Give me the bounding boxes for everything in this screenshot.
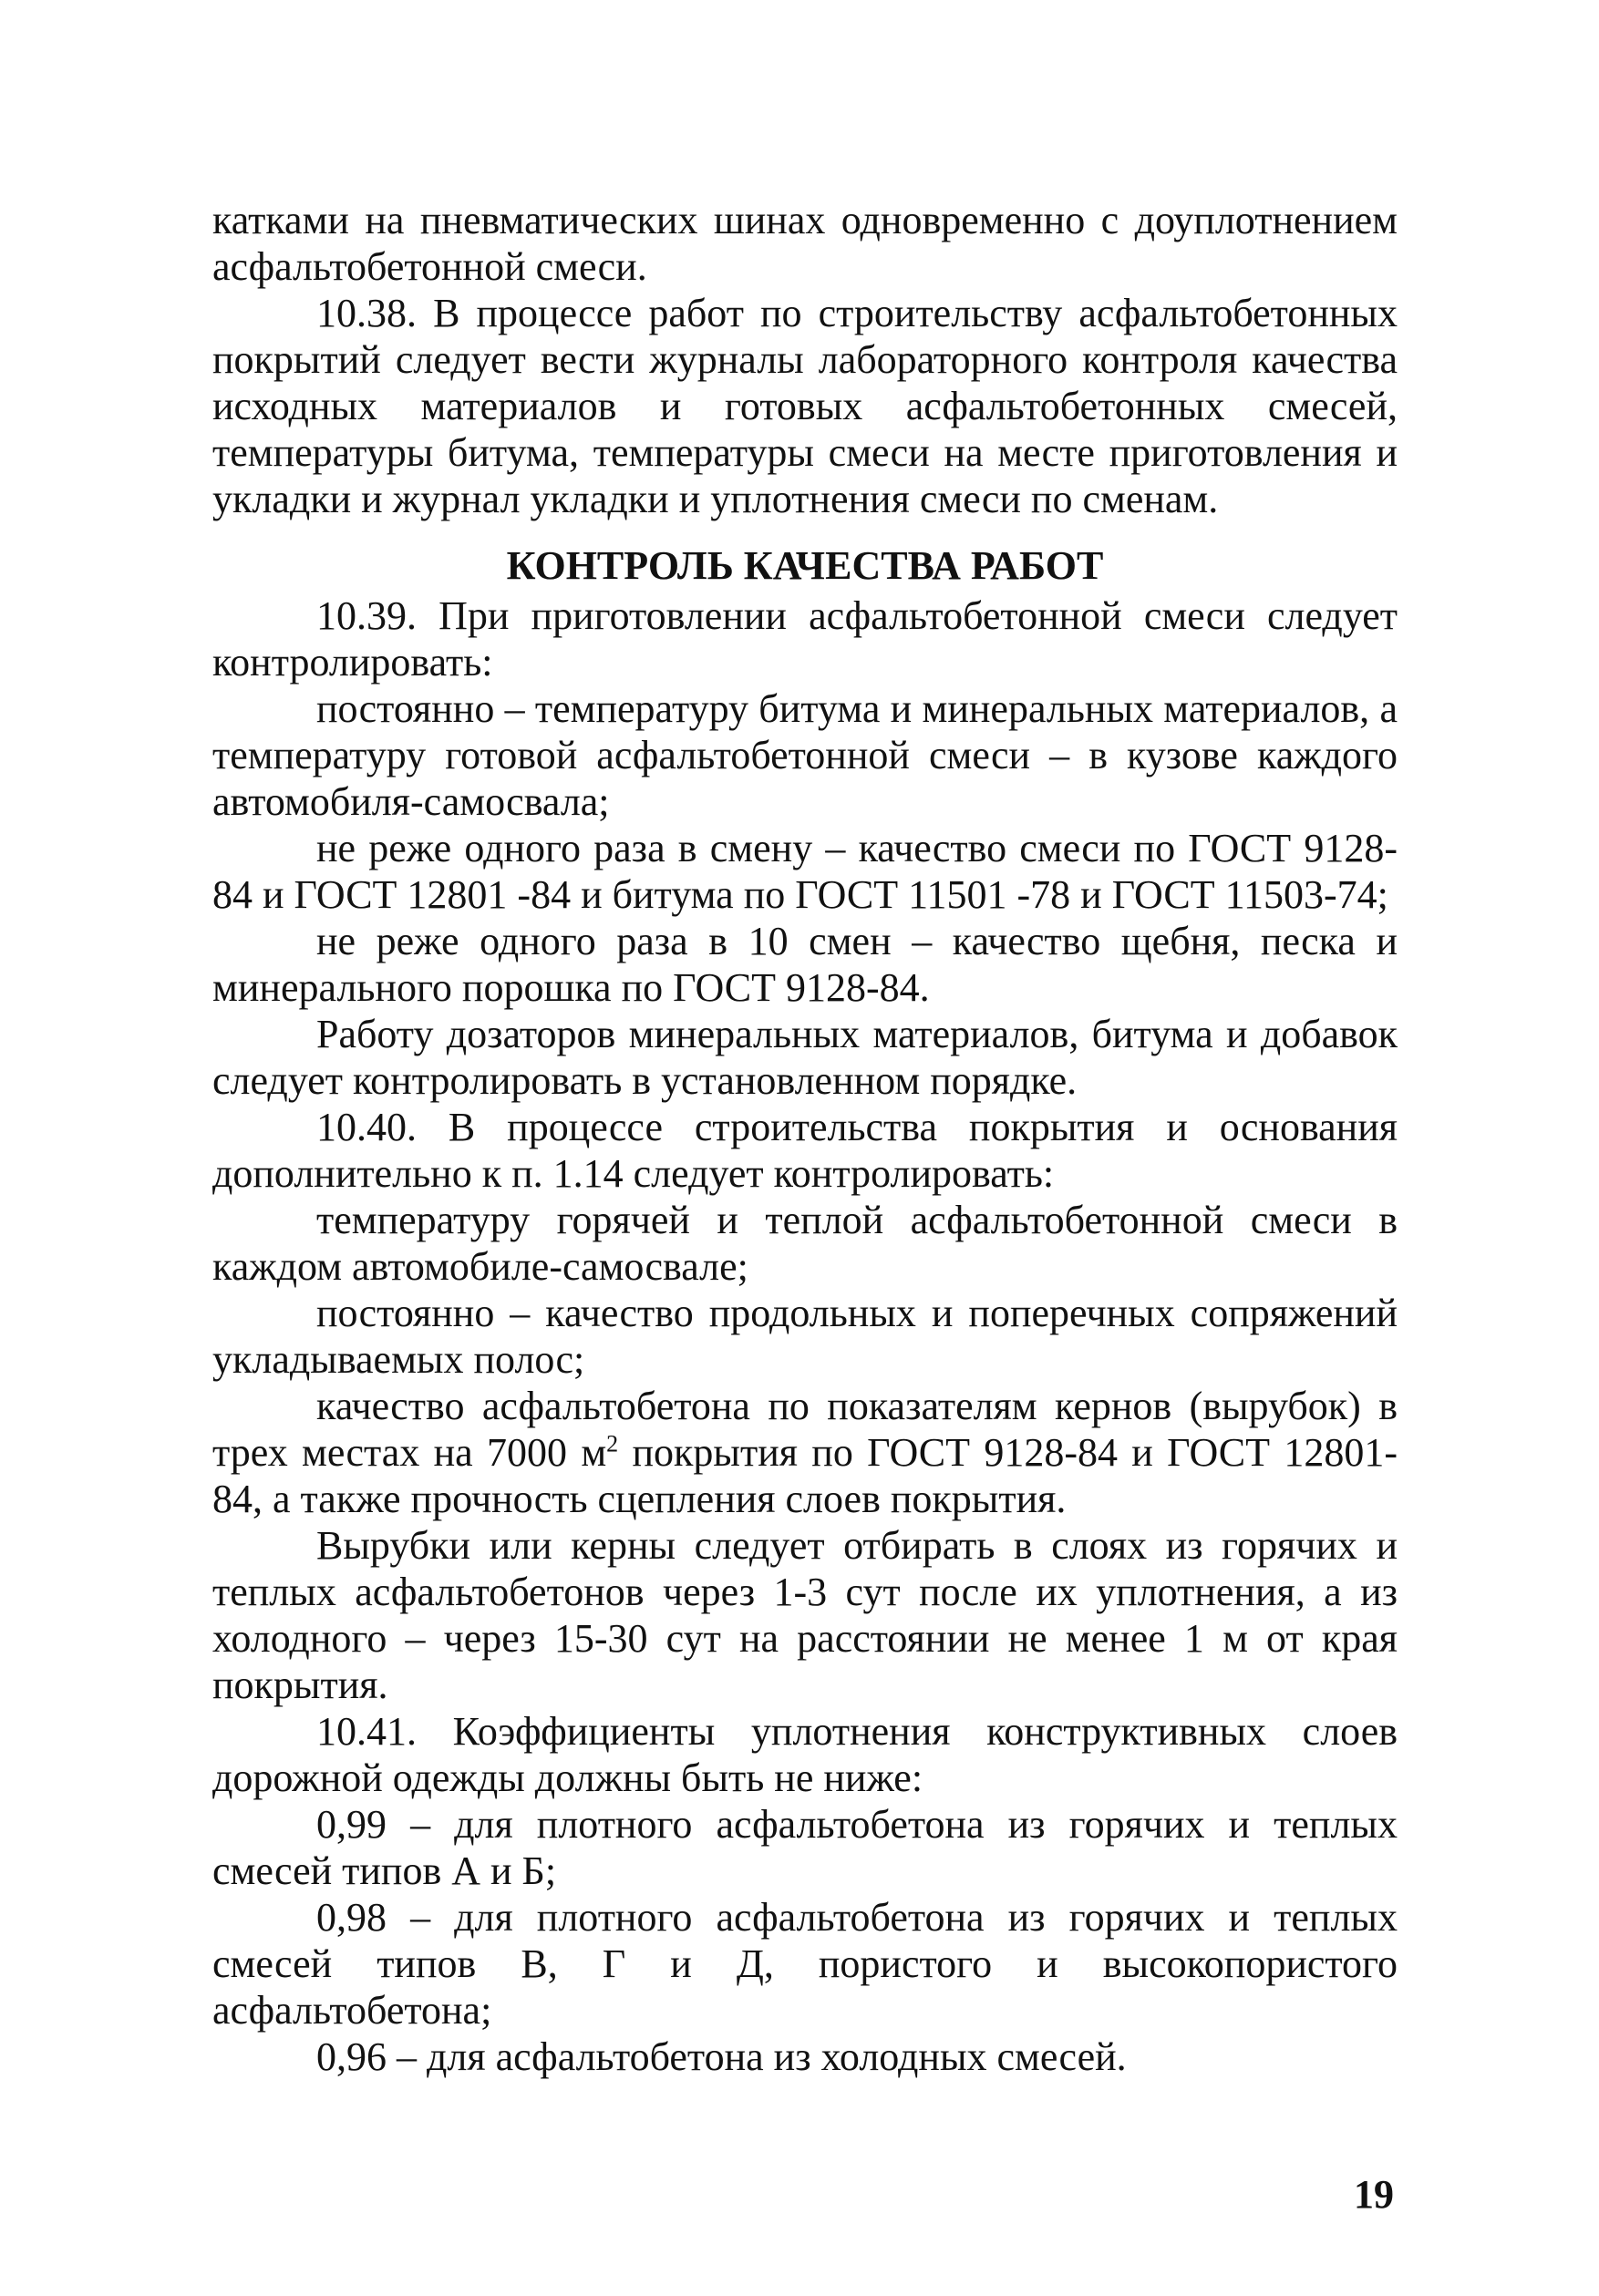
paragraph-10-39: 10.39. При приготовлении асфальтобетонной смеси следует контролировать: [212, 593, 1398, 685]
cores-text-b: покрытия по ГОСТ 9128-84 и ГОСТ 12801-84, а также прочность сцепления слоев покрытия. [212, 1430, 1398, 1521]
paragraph-continuation: катками на пневматических шинах одновременно с доуплотнением асфальтобетонной смеси. [212, 198, 1398, 289]
cores-text-a: качество асфальтобетона по показателям кернов (вырубок) в трех местах на 7000 м [212, 1384, 1398, 1475]
list-item-temperature: температуру горячей и теплой асфальтобетонной смеси в каждом автомобиле-самосвале; [212, 1198, 1398, 1289]
paragraph-10-40: 10.40. В процессе строительства покрытия и основания дополнительно к п. 1.14 следует контролировать: [212, 1105, 1398, 1196]
list-item-0-99: 0,99 – для плотного асфальтобетона из горячих и теплых смесей типов А и Б; [212, 1802, 1398, 1893]
list-item-0-98: 0,98 – для плотного асфальтобетона из горячих и теплых смесей типов В, Г и Д, пористого и высокопористого асфальтобетона; [212, 1895, 1398, 2033]
page-body [212, 197, 1398, 2080]
list-item-per-10-shifts: не реже одного раза в 10 смен – качество щебня, песка и минерального порошка по ГОСТ 9128-84. [212, 919, 1398, 1010]
list-item-joints: постоянно – качество продольных и поперечных сопряжений укладываемых полос; [212, 1291, 1398, 1382]
section-heading: КОНТРОЛЬ КАЧЕСТВА РАБОТ [506, 543, 1104, 588]
paragraph-10-41: 10.41. Коэффициенты уплотнения конструктивных слоев дорожной одежды должны быть не ниже: [212, 1709, 1398, 1800]
list-item-per-shift: не реже одного раза в смену – качество смеси по ГОСТ 9128-84 и ГОСТ 12801 -84 и битума по ГОСТ 11501 -78 и ГОСТ 11503-74; [212, 826, 1398, 917]
page-number: 19 [1354, 2172, 1394, 2217]
paragraph-10-38: 10.38. В процессе работ по строительству асфальтобетонных покрытий следует вести журналы лабораторного контроля качества исходных материалов и готовых асфальтобетонных смесей, температуры битума, температуры смеси на месте приготовления и укладки и журнал укладки и уплотнения смеси по сменам. [212, 291, 1398, 521]
list-item-cores [212, 1383, 1398, 1522]
paragraph-cores-sampling: Вырубки или керны следует отбирать в слоях из горячих и теплых асфальтобетонов через 1-3 сут после их уплотнения, а из холодного – через 15-30 сут на расстоянии не менее 1 м от края покрытия. [212, 1523, 1398, 1707]
list-item-constantly: постоянно – температуру битума и минеральных материалов, а температуру готовой асфальтобетонной смеси – в кузове каждого автомобиля-самосвала; [212, 686, 1398, 824]
paragraph-dosers: Работу дозаторов минеральных материалов, битума и добавок следует контролировать в установленном порядке. [212, 1012, 1398, 1103]
list-item-0-96: 0,96 – для асфальтобетона из холодных смесей. [316, 2034, 1127, 2079]
square-superscript: 2 [606, 1430, 619, 1457]
